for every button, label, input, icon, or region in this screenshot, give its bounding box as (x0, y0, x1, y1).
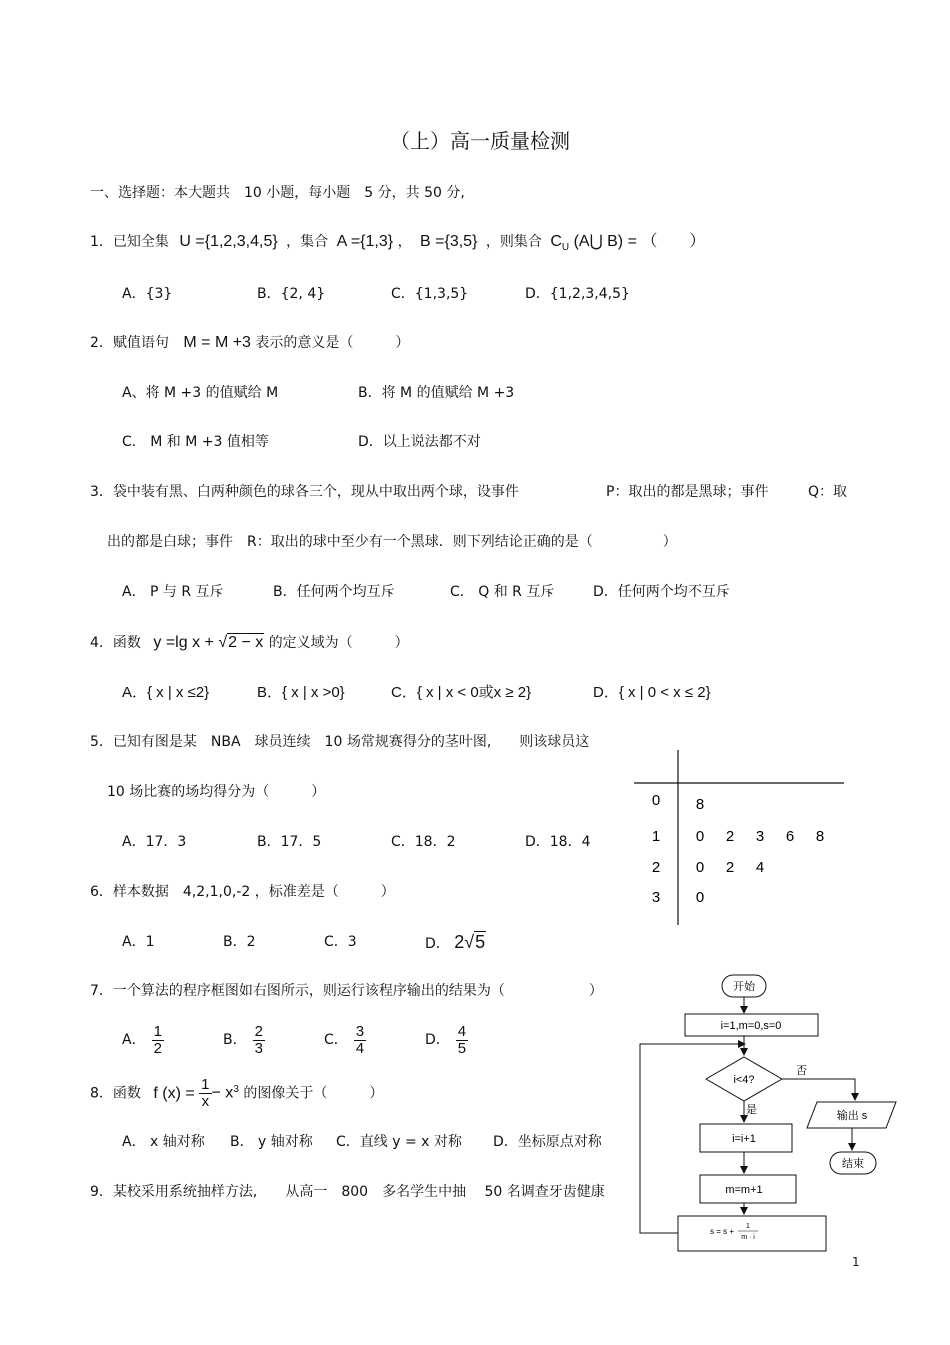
q6-option-d: D． 2√5 (425, 932, 486, 952)
q2-option-a: A、将 M +3 的值赋给 M (122, 385, 279, 401)
question-7-stem: 7．一个算法的程序框图如右图所示，则运行该程序输出的结果为（ ） (90, 983, 603, 999)
question-5-line-2: 10 场比赛的场均得分为（ ） (107, 784, 326, 800)
q4-option-a: A．{ x | x ≤2} (122, 684, 210, 701)
q1-option-a: A．{3} (122, 286, 173, 302)
leaf-value: 0 (695, 828, 705, 845)
q8-option-d: D．坐标原点对称 (493, 1134, 602, 1150)
leaf-value: 6 (785, 828, 795, 845)
leaf-value: 2 (725, 828, 735, 845)
q3-option-d: D．任何两个均不互斥 (593, 584, 730, 600)
q4-option-c: C．{ x | x < 0或x ≥ 2} (391, 684, 532, 701)
flowchart-end-label: 结束 (842, 1158, 864, 1170)
leaf-value: 0 (695, 859, 705, 876)
q8-option-c: C．直线 y = x 对称 (336, 1134, 462, 1150)
flowchart-no-label: 否 (796, 1065, 807, 1077)
q3-option-a: A． P 与 R 互斥 (122, 584, 224, 600)
stem-value: 3 (651, 889, 661, 906)
q1-option-d: D．{1,2,3,4,5} (525, 286, 630, 302)
question-3-line-2: 出的都是白球；事件 R：取出的球中至少有一个黑球．则下列结论正确的是（ ） (107, 534, 677, 550)
question-3-event-p: P：取出的都是黑球；事件 (606, 484, 769, 500)
flowchart-no-arrow (782, 1079, 855, 1099)
q3-option-c: C． Q 和 R 互斥 (450, 584, 555, 600)
stem-value: 0 (651, 792, 661, 809)
question-9-stem: 9．某校采用系统抽样方法, 从高一 800 多名学生中抽 50 名调查牙齿健康 (90, 1184, 605, 1200)
q5-option-d: D．18．4 (525, 834, 591, 850)
q6-option-a: A．1 (122, 934, 155, 950)
flowchart-inc-m-label: m=m+1 (725, 1184, 763, 1196)
q8-option-a: A． x 轴对称 (122, 1134, 205, 1150)
question-2-stem: 2．赋值语句 M = M +3 表示的意义是（ ） (90, 334, 410, 351)
q8-option-b: B． y 轴对称 (230, 1134, 313, 1150)
question-6-stem: 6．样本数据 4,2,1,0,-2 ，标准差是（ ） (90, 884, 395, 900)
q4-option-d: D．{ x | 0 < x ≤ 2} (593, 684, 711, 701)
flowchart-yes-label: 是 (746, 1104, 757, 1116)
leaf-value: 0 (695, 889, 705, 906)
flowchart-output-label: 输出 s (836, 1110, 868, 1122)
leaf-value: 8 (695, 796, 705, 813)
section-header: 一、选择题：本大题共 10 小题，每小题 5 分，共 50 分, (90, 185, 465, 201)
q4-option-b: B．{ x | x >0} (257, 684, 345, 701)
question-1-stem: 1．已知全集 U ={1,2,3,4,5} ，集合 A ={1,3} ， B ={3,5} ，则集合 $C_U$ (A⋃ B) = （ ） (90, 233, 706, 253)
question-5-line-1: 5．已知有图是某 NBA 球员连续 10 场常规赛得分的茎叶图, 则该球员这 (90, 734, 590, 750)
flowchart (630, 968, 910, 1258)
flowchart-start-label: 开始 (733, 981, 755, 993)
q5-option-c: C．18．2 (391, 834, 456, 850)
q3-option-b: B．任何两个均互斥 (273, 584, 395, 600)
question-3-line-1: 3．袋中装有黑、白两种颜色的球各三个，现从中取出两个球，设事件 (90, 484, 519, 500)
flowchart-update-s-label: s = s + (709, 1227, 734, 1236)
flowchart-update-s-num: 1 (746, 1223, 750, 1230)
flowchart-condition-label: i<4? (733, 1074, 755, 1086)
stem-value: 2 (651, 859, 661, 876)
leaf-value: 4 (755, 859, 765, 876)
stem-value: 1 (651, 828, 661, 845)
q6-option-c: C．3 (324, 934, 357, 950)
question-4-stem: 4．函数 y =lg x + √2 − x 的定义域为（ ） (90, 634, 409, 651)
q5-option-a: A．17．3 (122, 834, 187, 850)
q6-option-b: B．2 (223, 934, 256, 950)
page-title: （上）高一质量检测 (390, 129, 570, 153)
flowchart-inc-i-label: i=i+1 (732, 1133, 756, 1145)
question-3-event-q: Q：取 (808, 484, 848, 500)
q1-option-c: C．{1,3,5} (391, 286, 469, 302)
q2-option-c: C． M 和 M +3 值相等 (122, 434, 269, 450)
leaf-value: 2 (725, 859, 735, 876)
q7-option-b: B． $\frac{2}{3}$ (223, 1022, 263, 1057)
q7-option-c: C． $\frac{3}{4}$ (324, 1022, 365, 1057)
q7-option-d: D． $\frac{4}{5}$ (425, 1022, 467, 1057)
leaf-value: 3 (755, 828, 765, 845)
leaf-value: 8 (815, 828, 825, 845)
flowchart-update-s-den: m · i (741, 1234, 755, 1241)
q5-option-b: B．17．5 (257, 834, 322, 850)
q7-option-a: A． $\frac{1}{2}$ (122, 1022, 162, 1057)
q2-option-b: B．将 M 的值赋给 M +3 (358, 385, 515, 401)
page-number: 1 (852, 1255, 860, 1269)
question-8-stem: 8．函数 f (x) = $\frac{1}{x}$ − $x^3$ 的图像关于（ ） (90, 1076, 384, 1111)
flowchart-init-label: i=1,m=0,s=0 (720, 1020, 782, 1032)
q2-option-d: D．以上说法都不对 (358, 434, 481, 450)
stem-leaf-plot (630, 745, 850, 930)
q1-option-b: B．{2, 4} (257, 286, 326, 302)
